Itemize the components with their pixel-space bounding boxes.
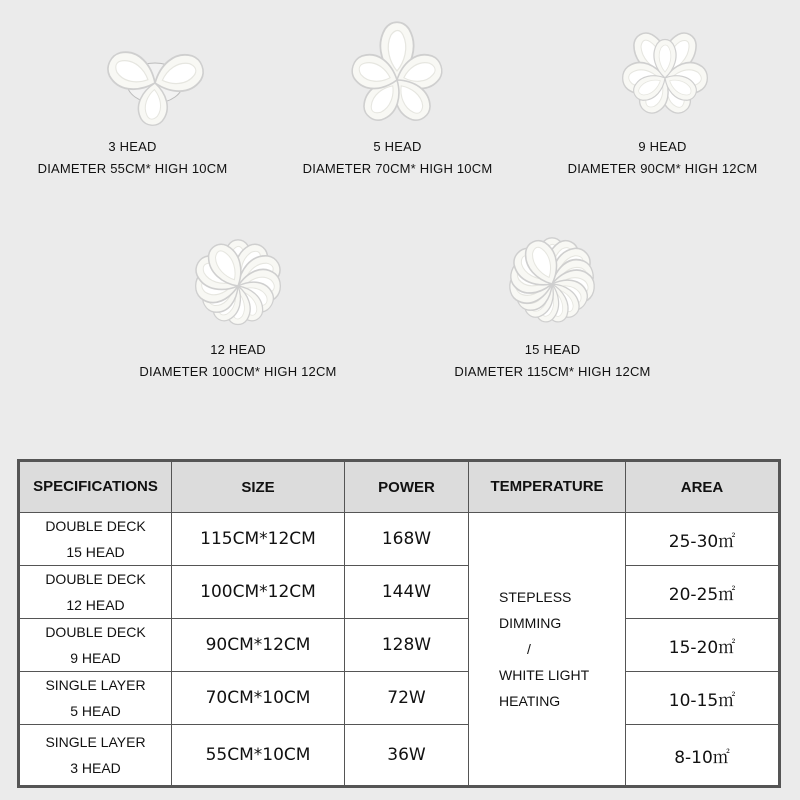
temperature-line: HEATING <box>499 693 561 709</box>
lamp-5-head-image <box>290 10 505 135</box>
area-cell: 20-25㎡ <box>626 566 780 619</box>
lamp-dimensions-label: DIAMETER 70CM* HIGH 10CM <box>302 161 493 176</box>
power-cell: 72W <box>345 672 469 725</box>
lamp-12-head <box>128 220 348 379</box>
spec-cell <box>19 725 172 787</box>
size-cell: 55CM*10CM <box>172 725 345 787</box>
power-cell: 144W <box>345 566 469 619</box>
header-specifications: SPECIFICATIONS <box>19 461 172 513</box>
lamp-dimensions-label: DIAMETER 90CM* HIGH 12CM <box>567 161 758 176</box>
lamp-3-head-image <box>25 25 240 135</box>
table-row <box>19 619 780 672</box>
lamp-dimensions-label: DIAMETER 115CM* HIGH 12CM <box>454 364 651 379</box>
spec-cell <box>19 566 172 619</box>
table-header-row <box>19 461 780 513</box>
spec-line1: SINGLE LAYER <box>45 677 146 693</box>
spec-line2: 9 HEAD <box>70 650 121 666</box>
header-size: SIZE <box>172 461 345 513</box>
lamp-heads-label: 12 HEAD <box>210 342 266 357</box>
spec-line1: DOUBLE DECK <box>45 518 146 534</box>
lamp-9-head-image <box>555 10 770 135</box>
lamp-dimensions-label: DIAMETER 55CM* HIGH 10CM <box>37 161 228 176</box>
spec-line1: SINGLE LAYER <box>45 734 146 750</box>
size-cell: 100CM*12CM <box>172 566 345 619</box>
lamp-heads-label: 5 HEAD <box>373 139 422 154</box>
size-cell: 115CM*12CM <box>172 513 345 566</box>
lamp-5-head <box>290 10 505 176</box>
header-power: POWER <box>345 461 469 513</box>
lamp-15-head-image <box>440 220 665 338</box>
specifications-table <box>17 459 781 788</box>
area-cell: 25-30㎡ <box>626 513 780 566</box>
power-cell: 36W <box>345 725 469 787</box>
size-cell: 90CM*12CM <box>172 619 345 672</box>
spec-line2: 12 HEAD <box>66 597 125 613</box>
lamp-12-head-image <box>128 220 348 338</box>
area-cell: 15-20㎡ <box>626 619 780 672</box>
spec-line2: 5 HEAD <box>70 703 121 719</box>
temperature-line: STEPLESS <box>499 589 572 605</box>
spec-cell <box>19 513 172 566</box>
table-row <box>19 513 780 566</box>
table-row <box>19 725 780 787</box>
spec-line2: 3 HEAD <box>70 760 121 776</box>
area-cell: 8-10㎡ <box>626 725 780 787</box>
table-row <box>19 672 780 725</box>
spec-cell <box>19 672 172 725</box>
lamp-heads-label: 3 HEAD <box>108 139 157 154</box>
lamp-heads-label: 9 HEAD <box>638 139 687 154</box>
lamp-3-head <box>25 25 240 176</box>
temperature-line: / <box>527 641 531 657</box>
spec-cell <box>19 619 172 672</box>
header-temperature <box>469 461 626 513</box>
temperature-line: WHITE LIGHT <box>499 667 590 683</box>
area-cell: 10-15㎡ <box>626 672 780 725</box>
table-row <box>19 566 780 619</box>
header-area: AREA <box>626 461 780 513</box>
temperature-line: DIMMING <box>499 615 562 631</box>
power-cell: 168W <box>345 513 469 566</box>
lamp-9-head <box>555 10 770 176</box>
size-cell: 70CM*10CM <box>172 672 345 725</box>
spec-line2: 15 HEAD <box>66 544 125 560</box>
lamp-heads-label: 15 HEAD <box>524 342 581 357</box>
lamp-15-head <box>440 220 665 379</box>
header-temperature-label: TEMPERATURE <box>490 478 604 495</box>
spec-line1: DOUBLE DECK <box>45 571 146 587</box>
temperature-cell <box>469 513 626 787</box>
power-cell: 128W <box>345 619 469 672</box>
spec-line1: DOUBLE DECK <box>45 624 146 640</box>
lamp-dimensions-label: DIAMETER 100CM* HIGH 12CM <box>139 364 337 379</box>
